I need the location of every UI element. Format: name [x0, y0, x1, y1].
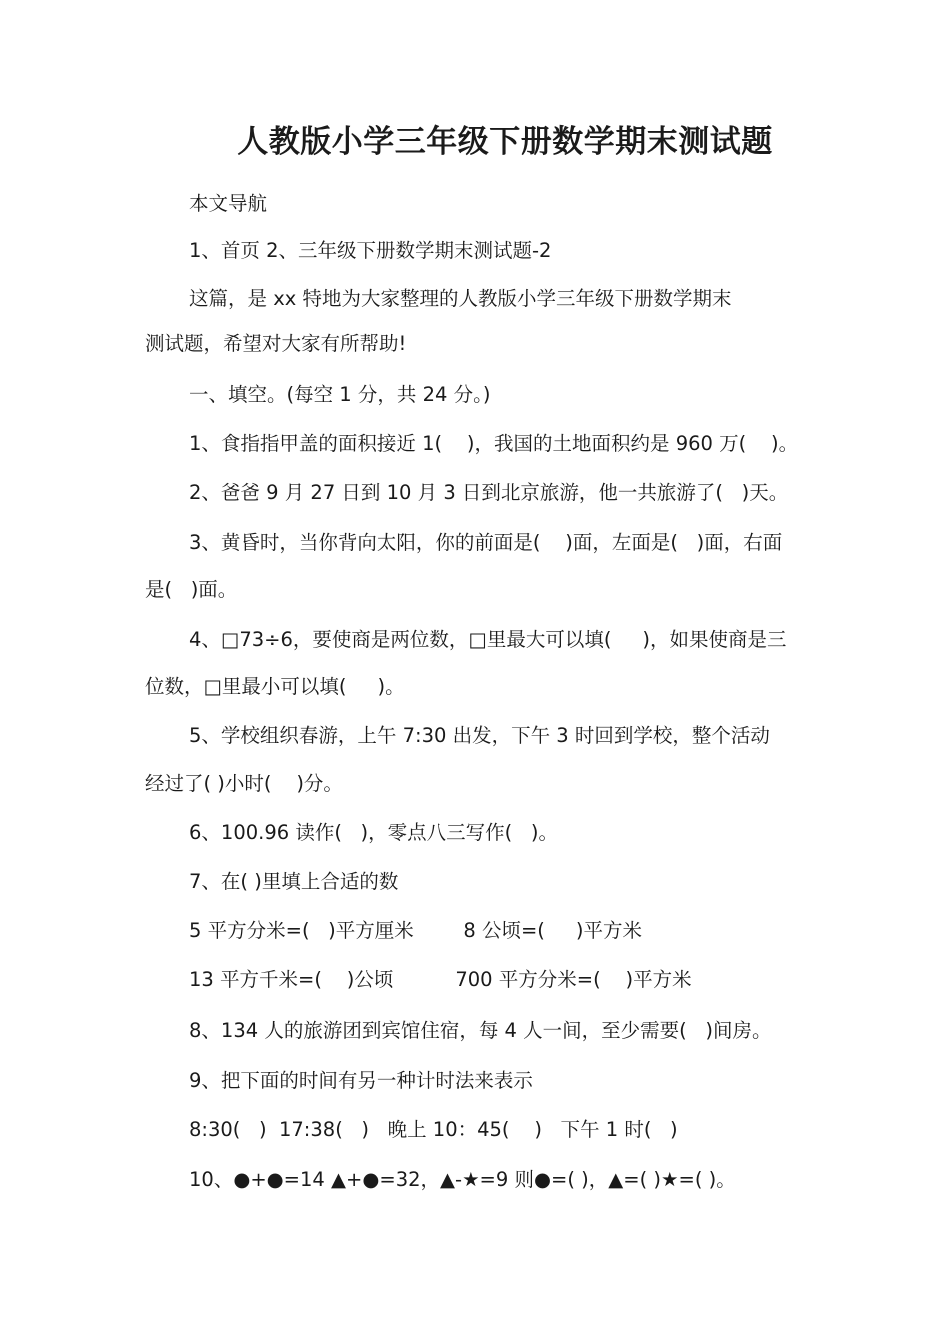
text-line: 本文导航: [189, 192, 268, 215]
text-line: 这篇，是 xx 特地为大家整理的人教版小学三年级下册数学期末: [189, 287, 732, 310]
text-line: 5、学校组织春游，上午 7:30 出发，下午 3 时回到学校，整个活动: [189, 724, 770, 747]
text-line: 一、填空。(每空 1 分，共 24 分。): [189, 383, 491, 406]
text-line: 5 平方分米=( )平方厘米 8 公顷=( )平方米: [189, 919, 642, 942]
text-line: 位数，□里最小可以填( )。: [145, 675, 405, 698]
text-line: 13 平方千米=( )公顷 700 平方分米=( )平方米: [189, 968, 692, 991]
text-line: 2、爸爸 9 月 27 日到 10 月 3 日到北京旅游，他一共旅游了( )天。: [189, 481, 789, 504]
text-line: 1、食指指甲盖的面积接近 1( )，我国的土地面积约是 960 万( )。: [189, 432, 799, 455]
text-line: 测试题，希望对大家有所帮助!: [145, 332, 407, 355]
text-line: 4、□73÷6，要使商是两位数，□里最大可以填( )，如果使商是三: [189, 628, 787, 651]
text-line: 3、黄昏时，当你背向太阳，你的前面是( )面，左面是( )面，右面: [189, 531, 783, 554]
text-line: 经过了( )小时( )分。: [145, 772, 343, 795]
text-line: 6、100.96 读作( )，零点八三写作( )。: [189, 821, 558, 844]
text-line: 是( )面。: [145, 578, 238, 601]
text-line: 9、把下面的时间有另一种计时法来表示: [189, 1069, 533, 1092]
document-title: 人教版小学三年级下册数学期末测试题: [237, 124, 773, 160]
text-line: 7、在( )里填上合适的数: [189, 870, 399, 893]
text-line: 1、首页 2、三年级下册数学期末测试题-2: [189, 239, 552, 262]
text-line: 10、●+●=14 ▲+●=32，▲-★=9 则●=( )，▲=( )★=( )。: [189, 1168, 736, 1191]
text-line: 8、134 人的旅游团到宾馆住宿，每 4 人一间，至少需要( )间房。: [189, 1019, 772, 1042]
text-line: 8:30( ) 17:38( ) 晚上 10：45( ) 下午 1 时( ): [189, 1118, 678, 1141]
